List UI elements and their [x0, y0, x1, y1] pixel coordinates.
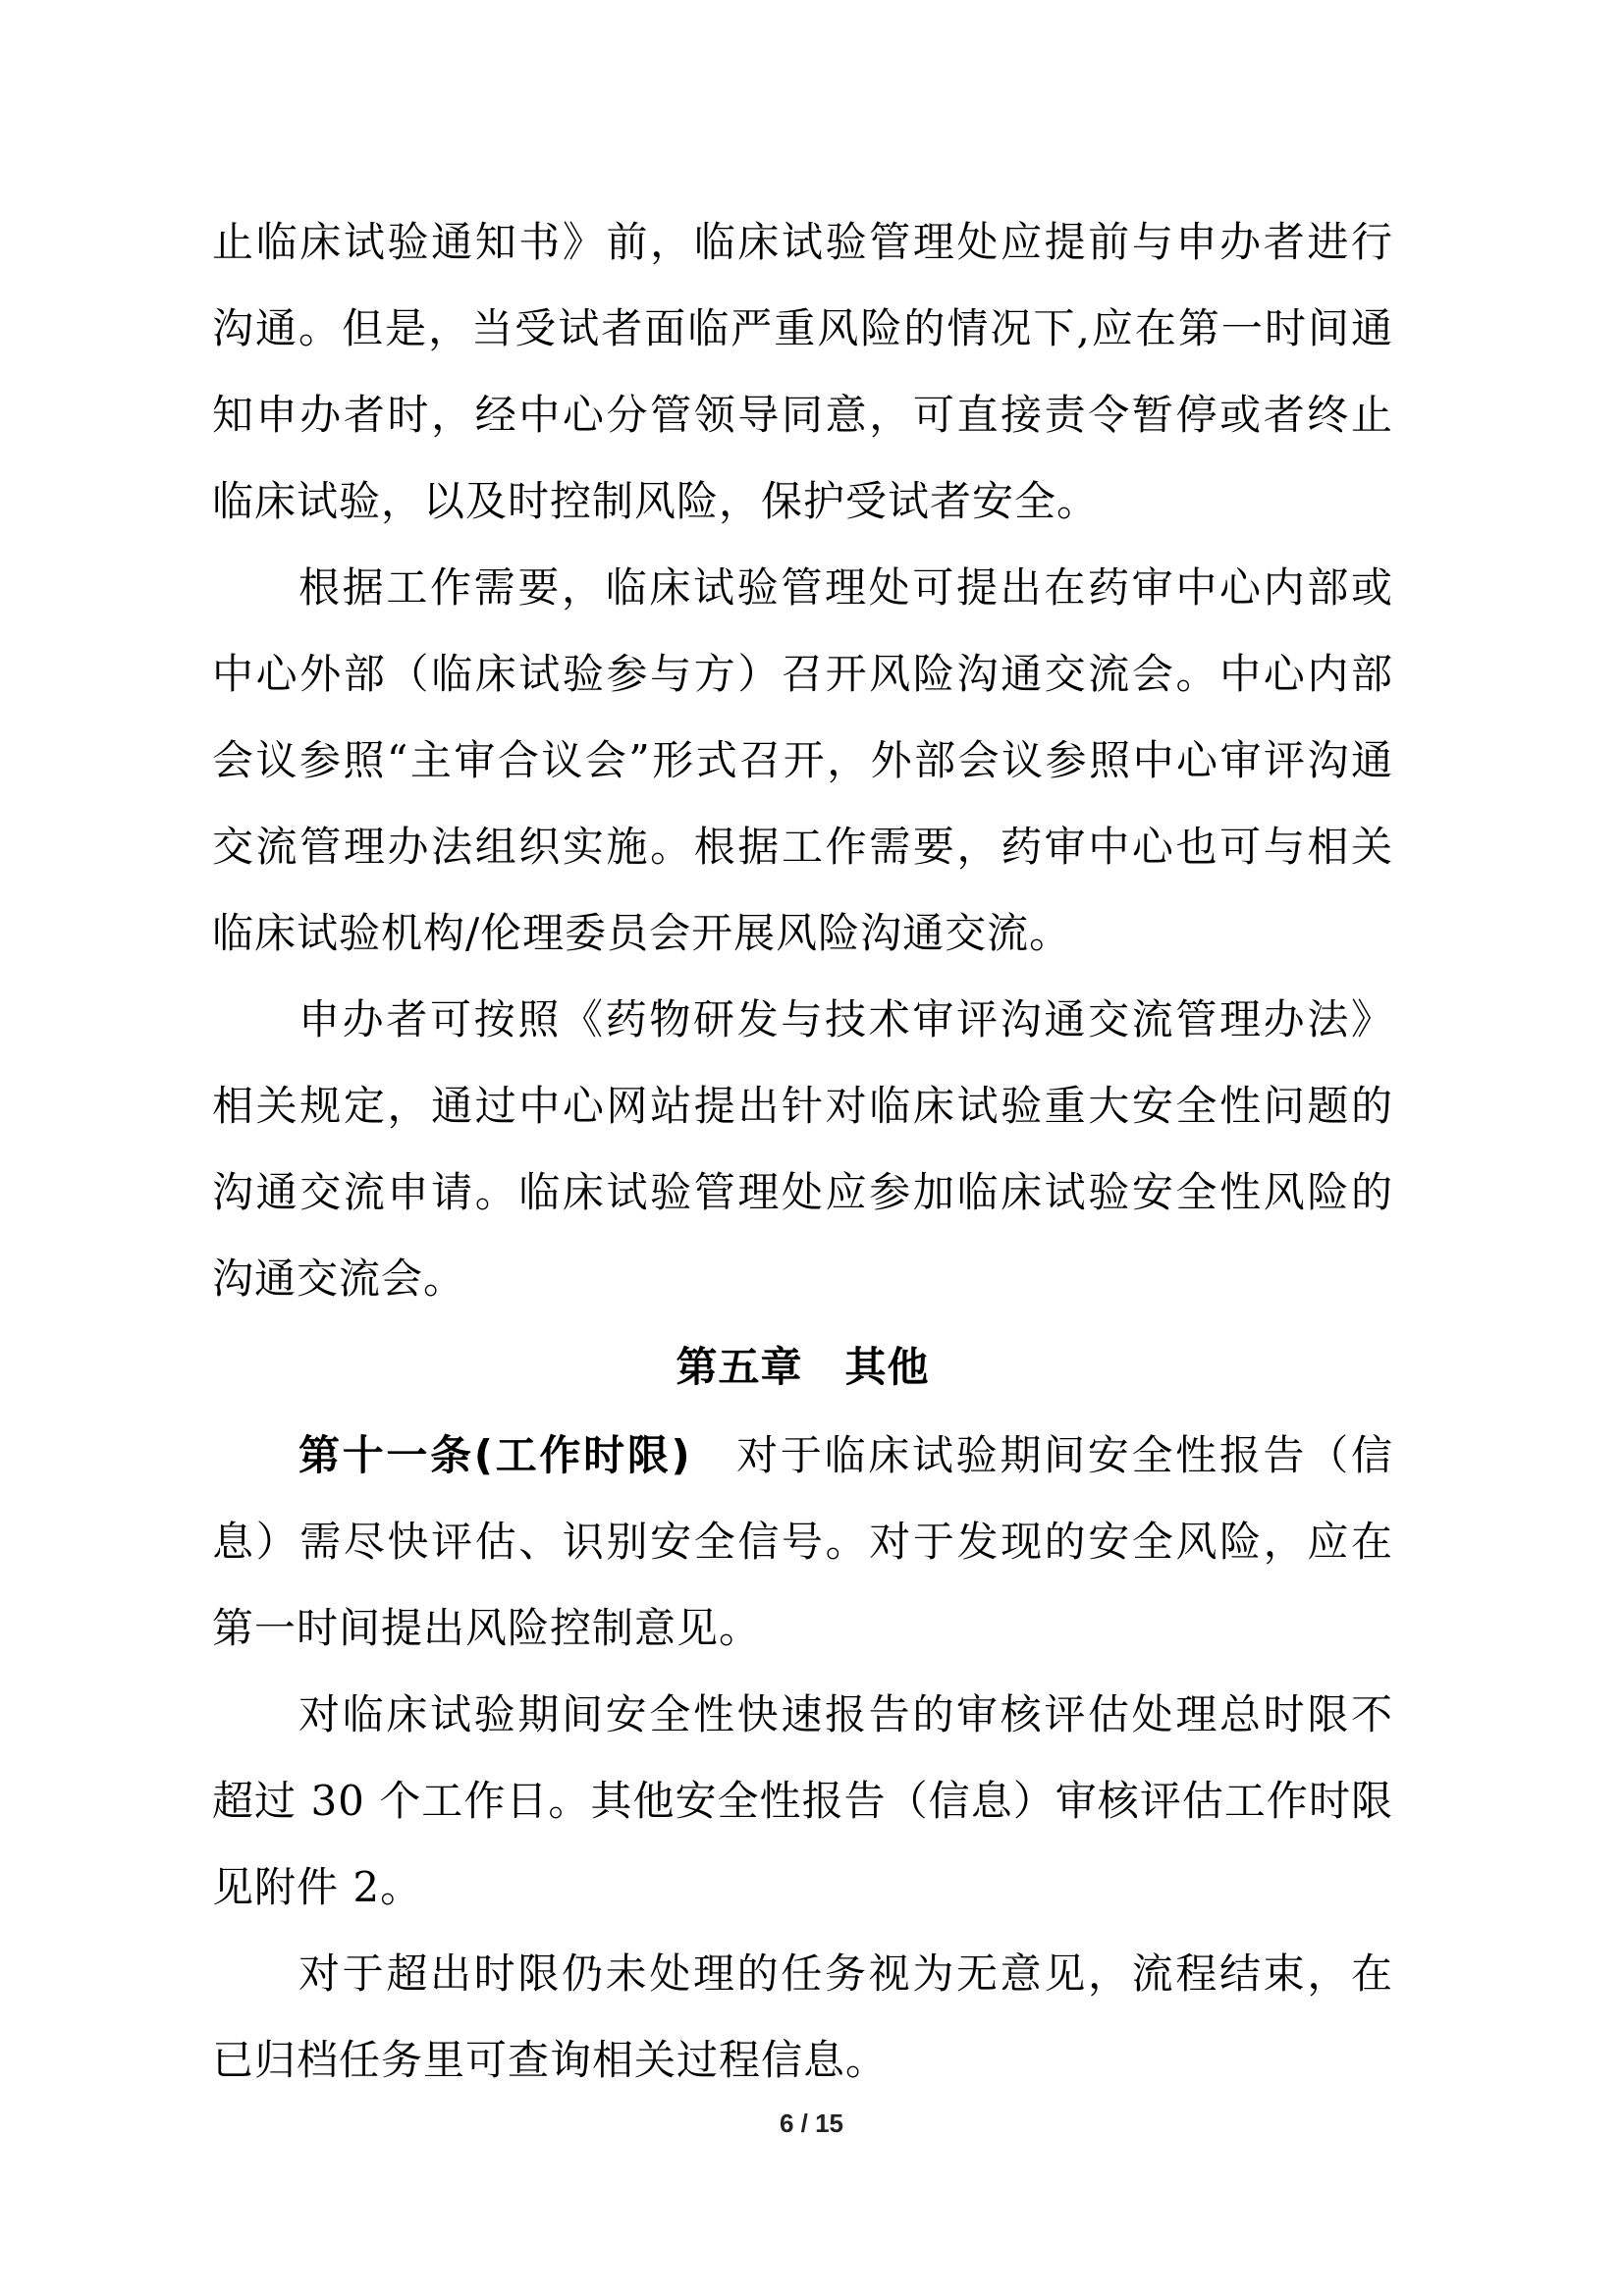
article-eleven: [212, 1413, 1393, 1672]
article-text: 对于临床试验期间安全性报告（信息）需尽快评估、识别安全信号。对于发现的安全风险，应在第一时间提出风险控制意见。: [212, 1431, 1393, 1652]
chapter-title: 第五章 其他: [676, 1343, 930, 1391]
paragraph-overdue-tasks: 对于超出时限仍未处理的任务视为无意见，流程结束，在已归档任务里可查询相关过程信息。: [212, 1949, 1393, 2084]
page-number: 6 / 15: [779, 2109, 844, 2138]
paragraph-continuation: 止临床试验通知书》前，临床试验管理处应提前与申办者进行沟通。但是，当受试者面临严重风险的情况下,应在第一时间通知申办者时，经中心分管领导同意，可直接责令暂停或者终止临床试验，以及时控制风险，保护受试者安全。: [212, 218, 1393, 525]
paragraph-sponsor-application: 申办者可按照《药物研发与技术审评沟通交流管理办法》相关规定，通过中心网站提出针对临床试验重大安全性问题的沟通交流申请。临床试验管理处应参加临床试验安全性风险的沟通交流会。: [212, 995, 1393, 1303]
document-body: [212, 199, 1393, 2104]
paragraph-risk-communication: 根据工作需要，临床试验管理处可提出在药审中心内部或中心外部（临床试验参与方）召开风险沟通交流会。中心内部会议参照“主审合议会”形式召开，外部会议参照中心审评沟通交流管理办法组织实施。根据工作需要，药审中心也可与相关临床试验机构/伦理委员会开展风险沟通交流。: [212, 563, 1393, 957]
paragraph-time-limit: 对临床试验期间安全性快速报告的审核评估处理总时限不超过 30 个工作日。其他安全性报告（信息）审核评估工作时限见附件 2。: [212, 1690, 1393, 1911]
article-label: 第十一条(工作时限): [298, 1431, 691, 1479]
